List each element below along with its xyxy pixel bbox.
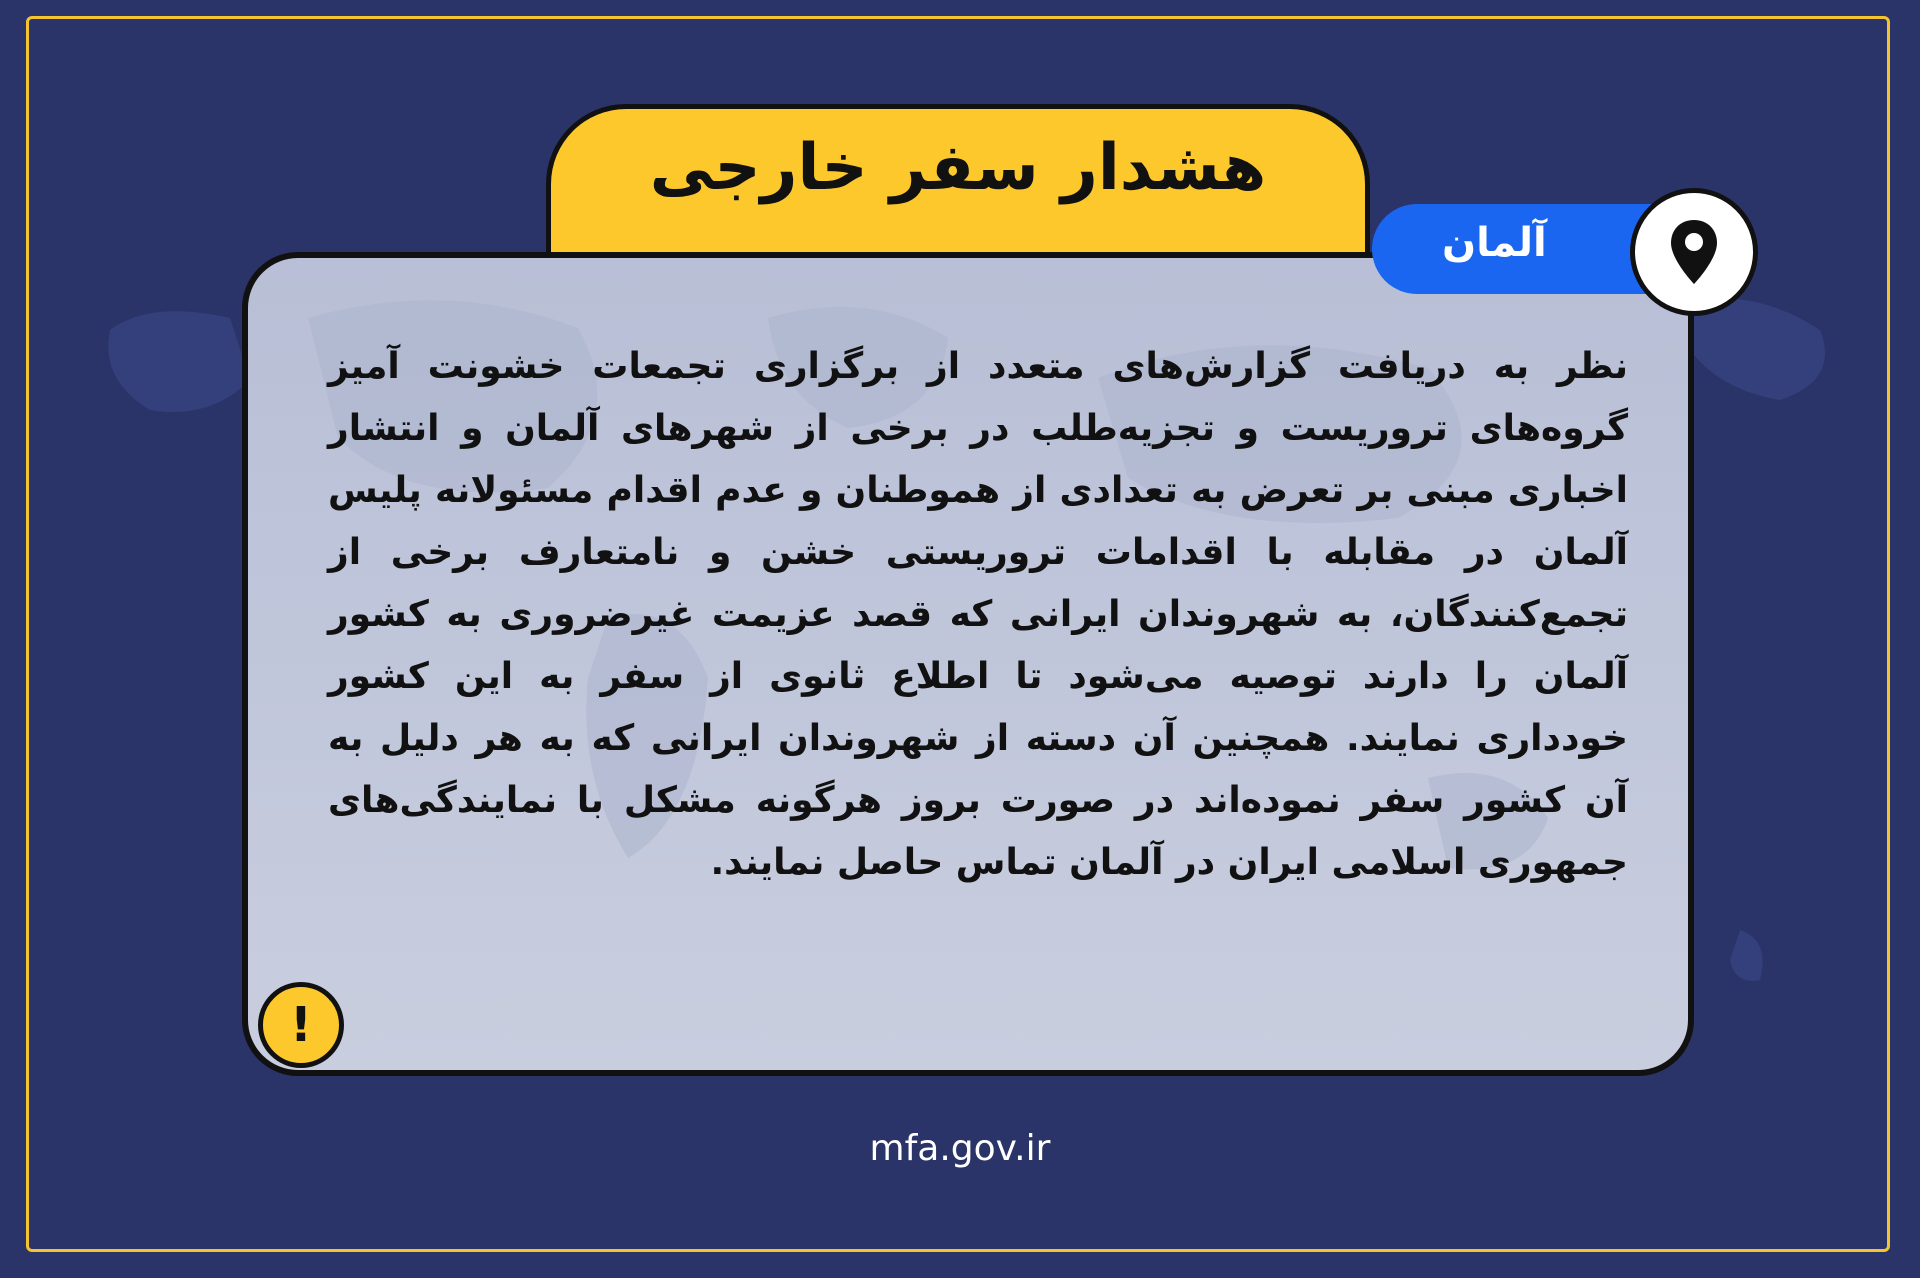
title-tab bbox=[546, 104, 1370, 264]
message-panel bbox=[242, 252, 1694, 1076]
location-badge bbox=[1630, 188, 1758, 316]
country-label: آلمان bbox=[1442, 220, 1547, 266]
footer-url: mfa.gov.ir bbox=[869, 1128, 1051, 1169]
advisory-text: نظر به دریافت گزارش‌های متعدد از برگزاری تجمعات خشونت آمیز گروه‌های تروریست و تجزیه‌طلب در برخی از شهرهای آلمان و انتشار اخباری مبنی بر تعرض به تعدادی از هموطنان و عدم اقدام مسئولانه پلیس آلمان در مقابله با اقدامات تروریستی خشن و نامتعارف برخی از تجمع‌کنندگان، به شهروندان ایرانی که قصد عزیمت غیرضروری به کشور آلمان را دارند توصیه می‌شود تا اطلاع ثانوی از سفر به این کشور خودداری نمایند. همچنین آن دسته از شهروندان ایرانی که به هر دلیل به آن کشور سفر نموده‌اند در صورت بروز هرگونه مشکل با نمایندگی‌های جمهوری اسلامی ایران در آلمان تماس حاصل نمایند. bbox=[328, 346, 1628, 883]
country-badge bbox=[1372, 204, 1672, 294]
page-title: هشدار سفر خارجی bbox=[649, 130, 1267, 205]
exclamation-icon: ! bbox=[258, 982, 344, 1068]
map-pin-icon bbox=[1668, 218, 1720, 286]
